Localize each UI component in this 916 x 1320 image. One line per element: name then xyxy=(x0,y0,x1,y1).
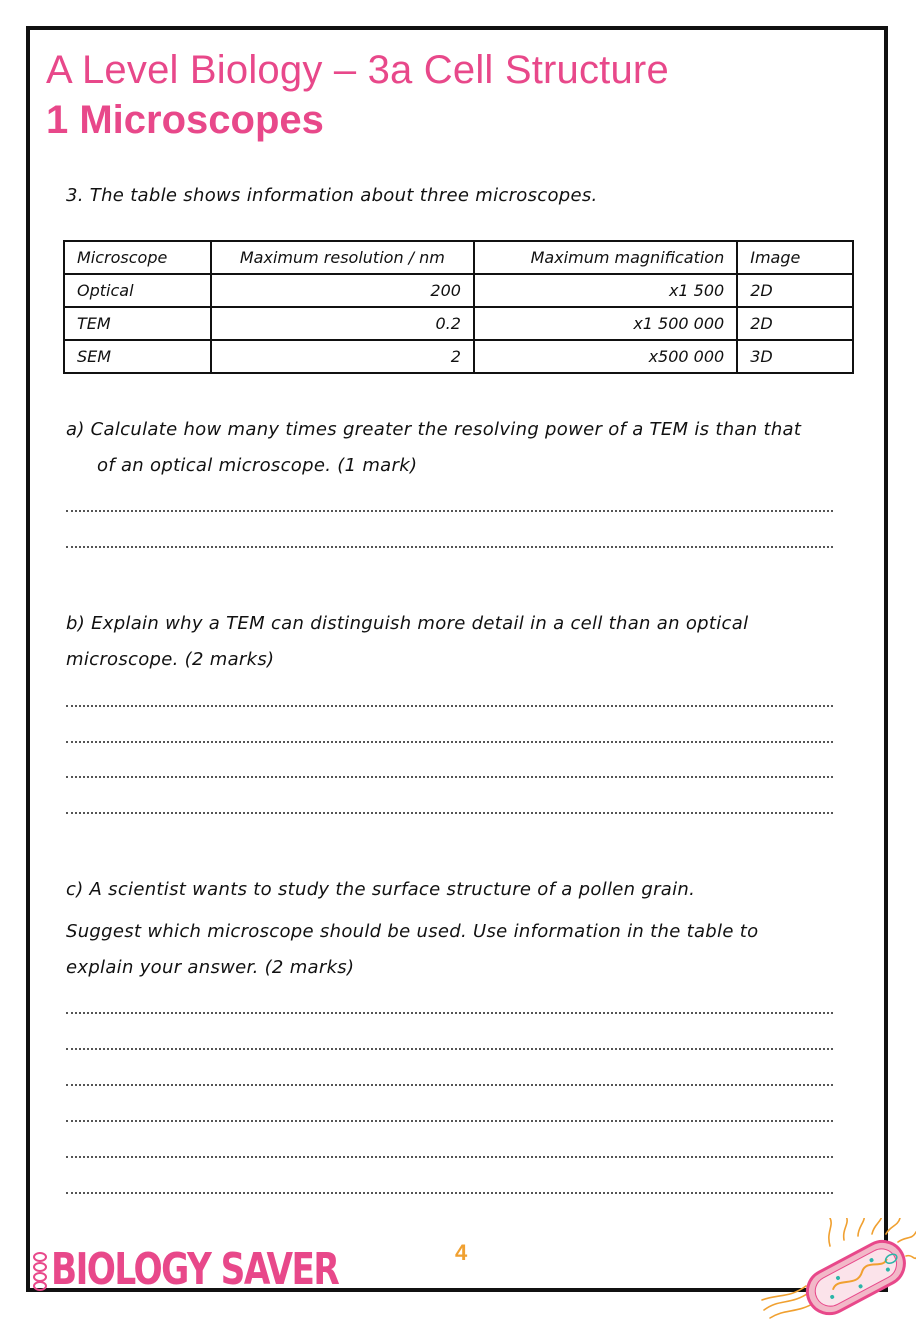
table-cell: SEM xyxy=(64,340,211,373)
part-c-question-cont2: explain your answer. (2 marks) xyxy=(66,957,355,978)
logo-text: BIOLOGY SAVER xyxy=(51,1244,339,1295)
section-title: 1 Microscopes xyxy=(46,98,324,142)
table-row xyxy=(64,274,853,307)
microscope-table xyxy=(63,240,854,374)
answer-line[interactable] xyxy=(66,546,833,548)
table-row xyxy=(64,307,853,340)
answer-line[interactable] xyxy=(66,1084,833,1086)
table-cell: 3D xyxy=(737,340,853,373)
table-cell: 2D xyxy=(737,274,853,307)
table-row xyxy=(64,340,853,373)
answer-line[interactable] xyxy=(66,510,833,512)
part-a-question-cont: of an optical microscope. (1 mark) xyxy=(97,455,418,476)
part-b-question-cont: microscope. (2 marks) xyxy=(66,649,275,670)
answer-line[interactable] xyxy=(66,812,833,814)
table-cell: 200 xyxy=(211,274,474,307)
table-cell: x1 500 000 xyxy=(474,307,737,340)
table-cell: 2D xyxy=(737,307,853,340)
question-intro: 3. The table shows information about three microscopes. xyxy=(66,185,598,206)
worksheet-title: A Level Biology – 3a Cell Structure xyxy=(46,48,669,92)
table-cell: 0.2 xyxy=(211,307,474,340)
answer-line[interactable] xyxy=(66,1192,833,1194)
part-a-question: a) Calculate how many times greater the resolving power of a TEM is than that xyxy=(66,419,802,440)
dna-strand-icon xyxy=(32,1248,50,1292)
table-header-cell: Image xyxy=(737,241,853,274)
table-cell: TEM xyxy=(64,307,211,340)
answer-line[interactable] xyxy=(66,1120,833,1122)
bacterium-icon xyxy=(760,1218,916,1320)
table-header-row xyxy=(64,241,853,274)
answer-line[interactable] xyxy=(66,705,833,707)
answer-line[interactable] xyxy=(66,741,833,743)
table-header-cell: Maximum resolution / nm xyxy=(211,241,474,274)
table-cell: x1 500 xyxy=(474,274,737,307)
part-c-question: c) A scientist wants to study the surface structure of a pollen grain. xyxy=(66,879,696,900)
table-cell: x500 000 xyxy=(474,340,737,373)
page-number: 4 xyxy=(455,1240,468,1265)
answer-line[interactable] xyxy=(66,1048,833,1050)
part-c-question-cont: Suggest which microscope should be used. Use information in the table to xyxy=(66,921,759,942)
table-cell: 2 xyxy=(211,340,474,373)
answer-line[interactable] xyxy=(66,1012,833,1014)
part-b-question: b) Explain why a TEM can distinguish more detail in a cell than an optical xyxy=(66,613,749,634)
table-header-cell: Maximum magnification xyxy=(474,241,737,274)
answer-line[interactable] xyxy=(66,1156,833,1158)
table-header-cell: Microscope xyxy=(64,241,211,274)
answer-line[interactable] xyxy=(66,776,833,778)
biology-saver-logo xyxy=(32,1244,419,1295)
table-cell: Optical xyxy=(64,274,211,307)
